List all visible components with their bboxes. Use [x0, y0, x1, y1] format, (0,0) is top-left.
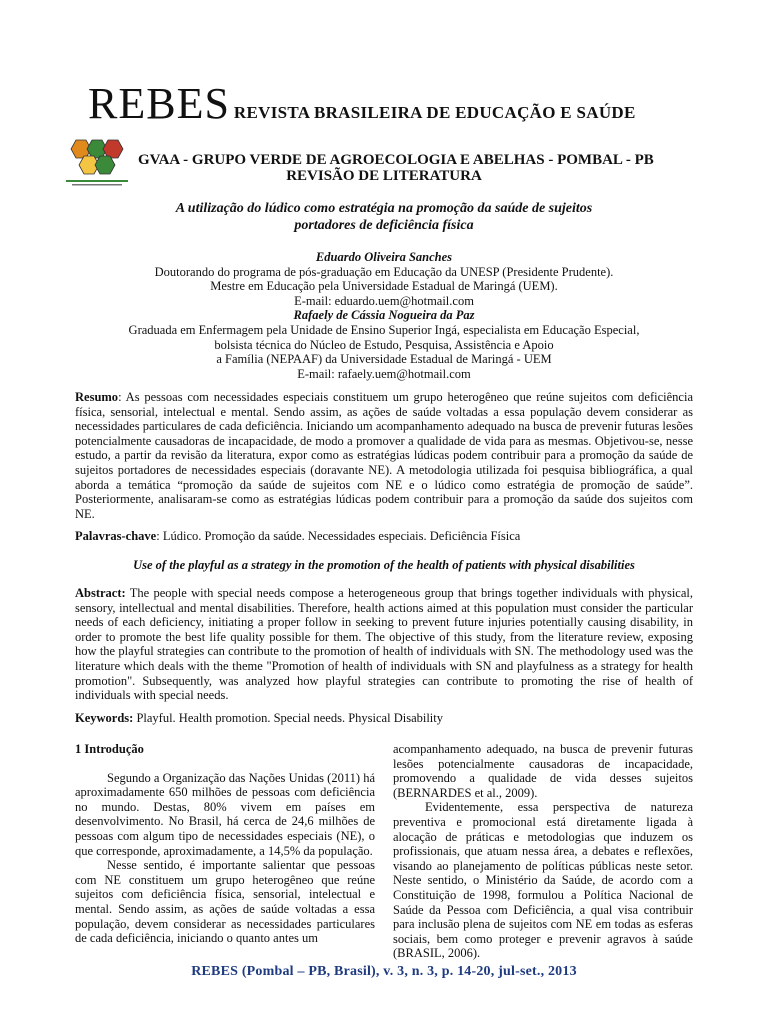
section-heading: 1 Introdução [75, 742, 144, 756]
author-1-email: E-mail: eduardo.uem@hotmail.com [294, 293, 474, 308]
palavras-chave-text: : Lúdico. Promoção da saúde. Necessidades especiais. Deficiência Física [156, 529, 521, 543]
author-1-affiliation-2: Mestre em Educação pela Universidade Estadual de Maringá (UEM). [210, 279, 558, 294]
abstract-paragraph [75, 586, 693, 703]
journal-full-name: REVISTA BRASILEIRA DE EDUCAÇÃO E SAÚDE [233, 103, 636, 122]
keywords [75, 711, 693, 726]
journal-masthead [88, 78, 636, 129]
resumo-label: Resumo [75, 390, 119, 404]
article-type: REVISÃO DE LITERATURA [286, 168, 482, 184]
author-1-affiliation-1: Doutorando do programa de pós-graduação em Educação da UNESP (Presidente Prudente). [154, 264, 614, 279]
abstract-text: The people with special needs compose a heterogeneous group that brings together individuals with physical, sensory, intellectual and mental disabilities. Therefore, health actions aimed at this population must consider the particular needs of each deficiency, initiating a proper follow in seeking to prevent future injuries potentially causing disability, in order to promote the best life quality possible for them. The objective of this study, from the literature review, exposing how the playful strategies can contribute to the promotion of health of individuals with SN. The methodology used was the literature which deals with the theme "Promotion of health of individuals with SN and playfulness as a strategy for health promotion". Subsequently, was analyzed how playful strategies can contribute to promoting the rise of health of individuals with special needs. [75, 586, 693, 703]
article-title [0, 200, 768, 234]
left-column [75, 742, 375, 946]
journal-footer: REBES (Pombal – PB, Brasil), v. 3, n. 3, p. 14-20, jul-set., 2013 [191, 964, 577, 979]
resumo-paragraph [75, 390, 693, 521]
author-2-name: Rafaely de Cássia Nogueira da Paz [293, 308, 475, 323]
authors-block [0, 250, 768, 381]
right-column [393, 742, 693, 961]
resumo-text: : As pessoas com necessidades especiais constituem um grupo heterogêneo que reúne sujeitos com deficiência física, sensorial, intelectual e mental. Sendo assim, as ações de saúde voltadas a essa população devem considerar as necessidades particulares de cada deficiência. Iniciando um acompanhamento adequado na busca de prevenir futuras lesões potencialmente causadoras de incapacidade, de modo a promover a qualidade de vida para as mesmas. Objetivou-se, nesse estudo, a partir da revisão da literatura, expor como as estratégias lúdicas podem contribuir para a promoção da saúde de sujeitos portadores de necessidades especiais (doravante NE). A metodologia utilizada foi pesquisa bibliográfica, a qual aborda a temática “promoção da saúde de sujeitos com NE e o lúdico como estratégia de promoção de saúde”. Posteriormente, analisaram-se como as estratégias lúdicas podem contribuir para a promoção da saúde dos sujeitos com NE. [75, 390, 693, 521]
keywords-text: Playful. Health promotion. Special needs. Physical Disability [133, 711, 444, 725]
intro-paragraph-3: acompanhamento adequado, na busca de prevenir futuras lesões potencialmente causadoras de incapacidade, promovendo a qualidade de vida desses sujeitos (BERNARDES et al., 2009). [393, 742, 693, 800]
intro-paragraph-4: Evidentemente, essa perspectiva de natureza preventiva e promocional está diretamente ligada à alocação de práticas e metodologias que induzem os profissionais, que atuam nessa área, a debates e reflexões, visando ao planejamento de políticas públicas neste setor. Neste sentido, o Ministério da Saúde, de acordo com a Constituição de 1998, formulou a Política Nacional de Saúde da Pessoa com Deficiência, a qual visa contribuir para inclusão plena de sujeitos com NE em todas as esferas sociais, bem como proteger e prevenir agravos à saúde (BRASIL, 2006). [393, 800, 693, 961]
intro-paragraph-2: Nesse sentido, é importante salientar que pessoas com NE constituem um grupo heterogêneo que reúne sujeitos com deficiência física, sensorial, intelectual e mental. Sendo assim, as ações de saúde voltadas a essa população, devem considerar as necessidades particulares de cada deficiência, iniciando o quanto antes um [75, 858, 375, 946]
palavras-chave [75, 529, 693, 544]
journal-acronym: REBES [88, 79, 230, 128]
author-2-email: E-mail: rafaely.uem@hotmail.com [297, 366, 471, 381]
abstract-label: Abstract: [75, 586, 126, 600]
intro-paragraph-1: Segundo a Organização das Nações Unidas (2011) há aproximadamente 650 milhões de pessoas com deficiência no mundo. Destas, 80% vivem em países em desenvolvimento. No Brasil, há cerca de 24,6 milhões de pessoas com algum tipo de necessidades especiais (NE), o que corresponde, aproximadamente, a 14,5% da população. [75, 770, 375, 858]
keywords-label: Keywords: [75, 711, 134, 725]
article-title-line-2: portadores de deficiência física [294, 218, 474, 233]
author-2-affiliation-1: Graduada em Enfermagem pela Unidade de Ensino Superior Ingá, especialista em Educação Especial, [128, 322, 640, 337]
english-title: Use of the playful as a strategy in the promotion of the health of patients with physical disabilities [133, 558, 635, 572]
author-2-affiliation-2: bolsista técnica do Núcleo de Estudo, Pesquisa, Assistência e Apoio [214, 337, 554, 352]
article-title-line-1: A utilização do lúdico como estratégia na promoção da saúde de sujeitos [175, 201, 593, 216]
palavras-chave-label: Palavras-chave [75, 529, 157, 543]
group-line: GVAA - GRUPO VERDE DE AGROECOLOGIA E ABELHAS - POMBAL - PB [138, 152, 654, 168]
author-1-name: Eduardo Oliveira Sanches [315, 250, 453, 264]
author-2-affiliation-3: a Família (NEPAAF) da Universidade Estadual de Maringá - UEM [216, 352, 552, 367]
